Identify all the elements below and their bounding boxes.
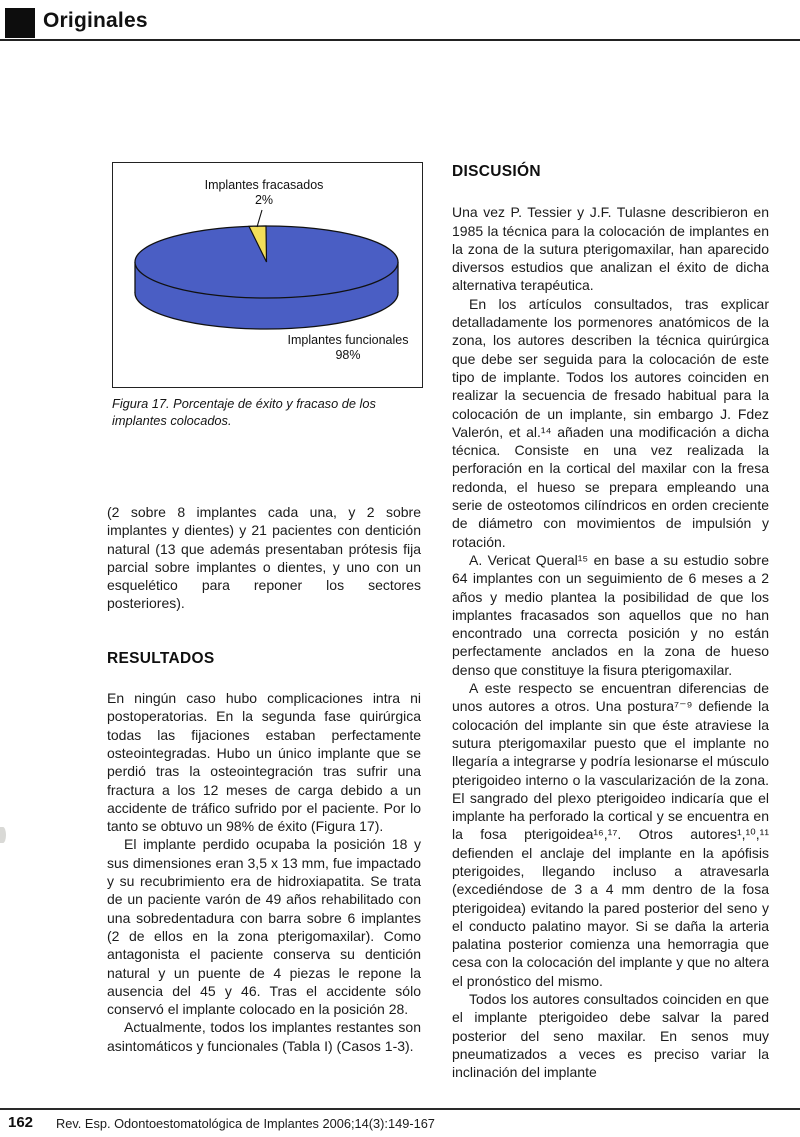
body-paragraph: A. Vericat Queral¹⁵ en base a su estudio sobre 64 implantes con un seguimiento de 6 meses a 2 años y medio plantea la posibilidad de que los implantes fracasados son aquellos que no han encontrado una correcta posición y no están perfectamente anclados en la zona de hueso denso que constituye la fisura pterigomaxilar. [452,551,769,678]
discusion-heading: DISCUSIÓN [452,163,541,180]
pie-label-fracasados [154,178,374,208]
body-paragraph: (2 sobre 8 implantes cada una, y 2 sobre implantes y dientes) y 21 pacientes con dentición natural (13 que además presentaban prótesis fija parcial sobre implantes o dientes, y uno con un esquelético para reponer los sectores posteriores). [107,504,421,612]
figure-caption: Figura 17. Porcentaje de éxito y fracaso de los implantes colocados. [112,396,376,428]
pie-label-fracasados-text: Implantes fracasados [204,178,324,192]
pie-label-funcionales-pct: 98% [335,348,361,362]
resultados-heading: RESULTADOS [107,649,215,667]
left-column [107,503,421,1055]
label-leader-line [257,210,262,227]
pie-label-funcionales-text: Implantes funcionales [287,333,409,347]
body-paragraph: A este respecto se encuentran diferencias de unos autores a otros. Una postura⁷⁻⁹ defiende la colocación del implante sin que éste atraviese la sutura pterigomaxilar puesto que el implante no llegaría a integrarse y podría lesionarse el músculo pterigoideo interno o la vascularización de la zona. El sangrado del plexo pterigoideo indicaría que el implante ha perforado la cortical y se encuentra en la fosa pterigoidea¹⁶,¹⁷. Otros autores¹,¹⁰,¹¹ defienden el anclaje del implante en la apófisis pterigoides, llegando incluso a atravesarla (excediéndose de 3 a 4 mm dentro de la fosa pterigoidea) evitando la pared posterior del seno y el conducto palatino mayor. Si se daña la arteria palatina posterior comienza una hemorragia que cesa con la colocación del implante y que no altera el pronóstico del mismo. [452,680,769,989]
scan-artifact [0,827,6,843]
body-paragraph: En los artículos consultados, tras explicar detalladamente los pormenores anatómicos de la zona, los autores describen la técnica quirúrgica que debe ser seguida para la colocación de este tipo de implante. Todos los autores coinciden en realizar la secuencia de fresado habitual para la colocación de un implante, sin embargo J. Fdez Valerón, et al.¹⁴ añaden una modificación a dicha técnica. Consiste en una vez realizada la perforación en la cortical del maxilar con la fresa redonda, el hueso se prepara empleando una serie de osteotomos cilíndricos en orden creciente de diámetro con movimientos de impulsión y rotación. [452,295,769,550]
body-paragraph: Todos los autores consultados coinciden en que el implante pterigoideo debe salvar la pared posterior del seno maxilar. En senos muy pneumatizados a veces es preciso variar la inclinación del implante [452,991,769,1081]
body-paragraph: Una vez P. Tessier y J.F. Tulasne describieron en 1985 la técnica para la colocación de implantes en la zona de la sutura pterigomaxilar, han aparecido diversos estudios que analizan el éxito de dicha alternativa terapéutica. [452,204,769,294]
page-number: 162 [8,1114,34,1131]
body-paragraph: Actualmente, todos los implantes restantes son asintomáticos y funcionales (Tabla I) (Casos 1-3). [107,1019,421,1054]
body-paragraph: En ningún caso hubo complicaciones intra ni postoperatorias. En la segunda fase quirúrgica todas las fijaciones estaban perfectamente osteointegradas. Hubo un único implante que se perdió tras la osteointegración tras sufrir una fractura a los 12 meses de carga debido a un accidente de tráfico sufrido por el paciente. Por lo tanto se obtuvo un 98% de éxito (Figura 17). [107,690,421,835]
journal-reference: Rev. Esp. Odontoestomatológica de Implantes 2006;14(3):149-167 [56,1116,435,1131]
figure-17-pie-chart [112,162,423,388]
body-paragraph: El implante perdido ocupaba la posición 18 y sus dimensiones eran 3,5 x 13 mm, fue impactado y su recubrimiento era de hidroxiapatita. Se trata de un paciente varón de 49 años rehabilitado con una sobredentadura con barra sobre 6 implantes (2 de ellos en la zona pterigomaxilar). Como antagonista el paciente conserva su dentición natural y un puente de 4 piezas le repone la ausencia del 45 y 46. Tras el accidente sólo conservó el implante colocado en la posición 28. [107,836,421,1018]
footer-rule [0,1108,800,1110]
section-marker-square [5,8,35,38]
header-rule [0,39,800,41]
section-title: Originales [43,9,148,32]
pie-label-funcionales [248,333,448,363]
pie-label-fracasados-pct: 2% [254,193,274,207]
right-column [452,163,769,1082]
